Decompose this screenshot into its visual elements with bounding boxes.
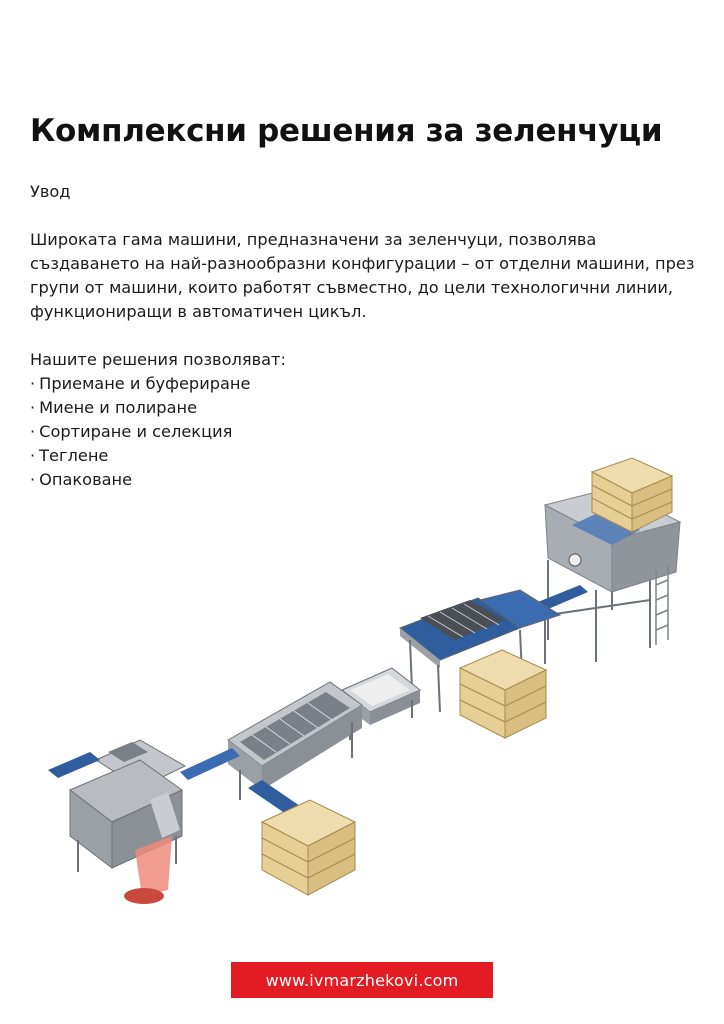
website-link[interactable]: www.ivmarzhekovi.com [265, 970, 459, 990]
list-item-label: Сортиране и селекция [39, 422, 233, 441]
website-banner[interactable] [231, 962, 493, 998]
intro-label: Увод [30, 182, 71, 201]
processing-line-illustration [0, 450, 724, 920]
crate-lower [262, 800, 355, 895]
washing-machine [228, 682, 362, 800]
list-item [30, 372, 700, 396]
list-item [30, 396, 700, 420]
list-item-label: Миене и полиране [39, 398, 198, 417]
text-block [30, 180, 700, 492]
list-item-label: Теглене [39, 446, 109, 465]
list-item [30, 420, 700, 444]
bullet-icon: · [30, 374, 36, 393]
page-title: Комплексни решения за зеленчуци [30, 113, 663, 149]
list-item-label: Опаковане [39, 470, 133, 489]
bullet-icon: · [30, 470, 36, 489]
list-item-label: Приемане и буфериране [39, 374, 251, 393]
crate-middle [460, 650, 546, 738]
solutions-lead: Нашите решения позволяват: [30, 350, 286, 369]
intro-paragraph: Широката гама машини, предназначени за зеленчуци, позволява създаването на най-разнообразни конфигурации – от отделни машини, през групи от машини, които работят съвместно, до цели технологични линии, функциониращи в автоматичен цикъл. [30, 230, 695, 321]
bullet-icon: · [30, 446, 36, 465]
bullet-icon: · [30, 422, 36, 441]
bullet-icon: · [30, 398, 36, 417]
